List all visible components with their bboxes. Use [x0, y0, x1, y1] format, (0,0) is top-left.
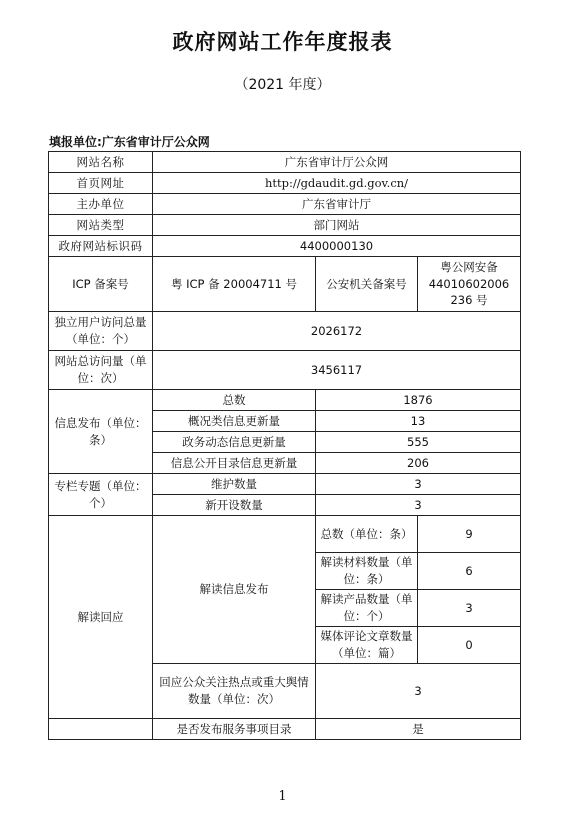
hotspot-label: 回应公众关注热点或重大舆情数量（单位：次）	[153, 664, 316, 719]
pv-label: 网站总访问量（单位：次）	[49, 351, 153, 390]
report-table	[48, 151, 521, 740]
maintain-value: 3	[316, 474, 521, 495]
table-row	[49, 173, 521, 194]
table-row	[49, 257, 521, 312]
service-catalog-label: 是否发布服务事项目录	[153, 719, 316, 740]
maintain-label: 维护数量	[153, 474, 316, 495]
interpret-total-value: 9	[418, 516, 521, 553]
uv-value: 2026172	[153, 312, 521, 351]
media-label: 媒体评论文章数量（单位：篇）	[316, 627, 418, 664]
pv-value: 3456117	[153, 351, 521, 390]
interpretation-label: 解读回应	[49, 516, 153, 719]
overview-value: 13	[316, 411, 521, 432]
site-id-value: 4400000130	[153, 236, 521, 257]
news-label: 政务动态信息更新量	[153, 432, 316, 453]
service-catalog-spacer	[49, 719, 153, 740]
police-value: 粤公网安备 44010602006 236 号	[418, 257, 521, 312]
reporting-unit: 填报单位:广东省审计厅公众网	[49, 135, 210, 149]
media-value: 0	[418, 627, 521, 664]
uv-label: 独立用户访问总量（单位：个）	[49, 312, 153, 351]
materials-label: 解读材料数量（单位：条）	[316, 553, 418, 590]
info-total-label: 总数	[153, 390, 316, 411]
icp-value: 粤 ICP 备 20004711 号	[153, 257, 316, 312]
products-value: 3	[418, 590, 521, 627]
page-title: 政府网站工作年度报表	[172, 30, 393, 54]
page-number: 1	[278, 789, 287, 804]
site-name-label: 网站名称	[49, 152, 153, 173]
table-row	[49, 719, 521, 740]
report-year: （2021 年度）	[234, 77, 331, 93]
site-type-label: 网站类型	[49, 215, 153, 236]
site-type-value: 部门网站	[153, 215, 521, 236]
table-row	[49, 516, 521, 553]
table-row	[49, 152, 521, 173]
catalog-value: 206	[316, 453, 521, 474]
table-row	[49, 215, 521, 236]
interpret-total-label: 总数（单位：条）	[316, 516, 418, 553]
home-url-value: http://gdaudit.gd.gov.cn/	[153, 173, 521, 194]
table-row	[49, 236, 521, 257]
table-row	[49, 390, 521, 411]
icp-label: ICP 备案号	[49, 257, 153, 312]
info-publish-label: 信息发布（单位：条）	[49, 390, 153, 474]
news-value: 555	[316, 432, 521, 453]
table-row	[49, 351, 521, 390]
interpret-publish-label: 解读信息发布	[153, 516, 316, 664]
table-row	[49, 312, 521, 351]
sponsor-label: 主办单位	[49, 194, 153, 215]
special-topics-label: 专栏专题（单位：个）	[49, 474, 153, 516]
products-label: 解读产品数量（单位：个）	[316, 590, 418, 627]
site-id-label: 政府网站标识码	[49, 236, 153, 257]
materials-value: 6	[418, 553, 521, 590]
info-total-value: 1876	[316, 390, 521, 411]
sponsor-value: 广东省审计厅	[153, 194, 521, 215]
service-catalog-value: 是	[316, 719, 521, 740]
police-label: 公安机关备案号	[316, 257, 418, 312]
table-row	[49, 194, 521, 215]
site-name-value: 广东省审计厅公众网	[153, 152, 521, 173]
catalog-label: 信息公开目录信息更新量	[153, 453, 316, 474]
hotspot-value: 3	[316, 664, 521, 719]
overview-label: 概况类信息更新量	[153, 411, 316, 432]
table-row	[49, 474, 521, 495]
home-url-label: 首页网址	[49, 173, 153, 194]
new-topics-label: 新开设数量	[153, 495, 316, 516]
new-topics-value: 3	[316, 495, 521, 516]
